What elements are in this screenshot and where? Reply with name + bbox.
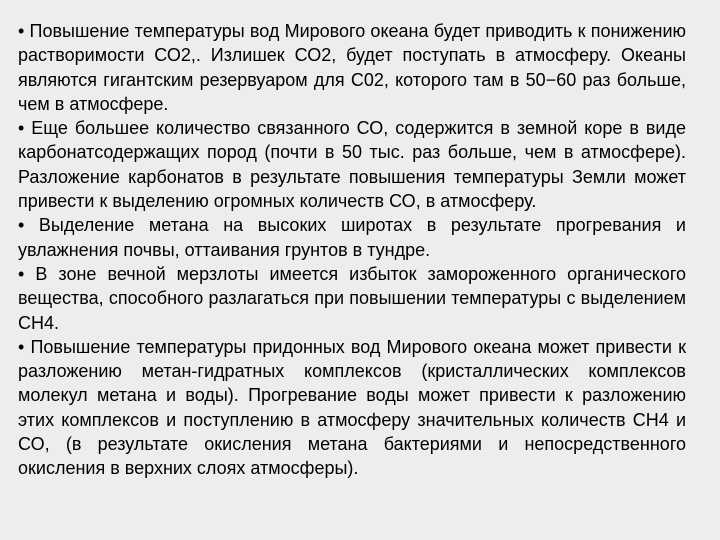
bullet-paragraph-methane-high-latitudes: • Выделение метана на высоких широтах в результате прогревания и увлажнения почвы, оттаивания грунтов в тундре. bbox=[18, 215, 686, 260]
bullet-paragraph-methane-hydrates: • Повышение температуры придонных вод Мирового океана может привести к разложению метан-гидратных комплексов (кристаллических комплексов молекул метана и воды). Прогревание воды может привести к разложению этих комплексов и поступлению в атмосферу значительных количеств СН4 и СО, (в результате окисления метана бактериями и непосредственного окисления в верхних слоях атмосферы). bbox=[18, 336, 686, 479]
bullet-text-block bbox=[18, 19, 686, 481]
bullet-paragraph-ocean-solubility: • Повышение температуры вод Мирового океана будет приводить к понижению растворимости СО2,. Излишек СО2, будет поступать в атмосферу. Океаны являются гигантским резервуаром для С02, которого там в 50−60 раз больше, чем в атмосфере. bbox=[18, 21, 686, 114]
bullet-paragraph-carbonates: • Еще большее количество связанного СО, содержится в земной коре в виде карбонатсодержащих пород (почти в 50 тыс. раз больше, чем в атмосфере). Разложение карбонатов в результате повышения температуры Земли может привести к выделению огромных количеств СО, в атмосферу. bbox=[18, 118, 686, 212]
bullet-paragraph-permafrost: • В зоне вечной мерзлоты имеется избыток замороженного органического вещества, способного разлагаться при повышении температуры с выделением СН4. bbox=[18, 263, 686, 333]
